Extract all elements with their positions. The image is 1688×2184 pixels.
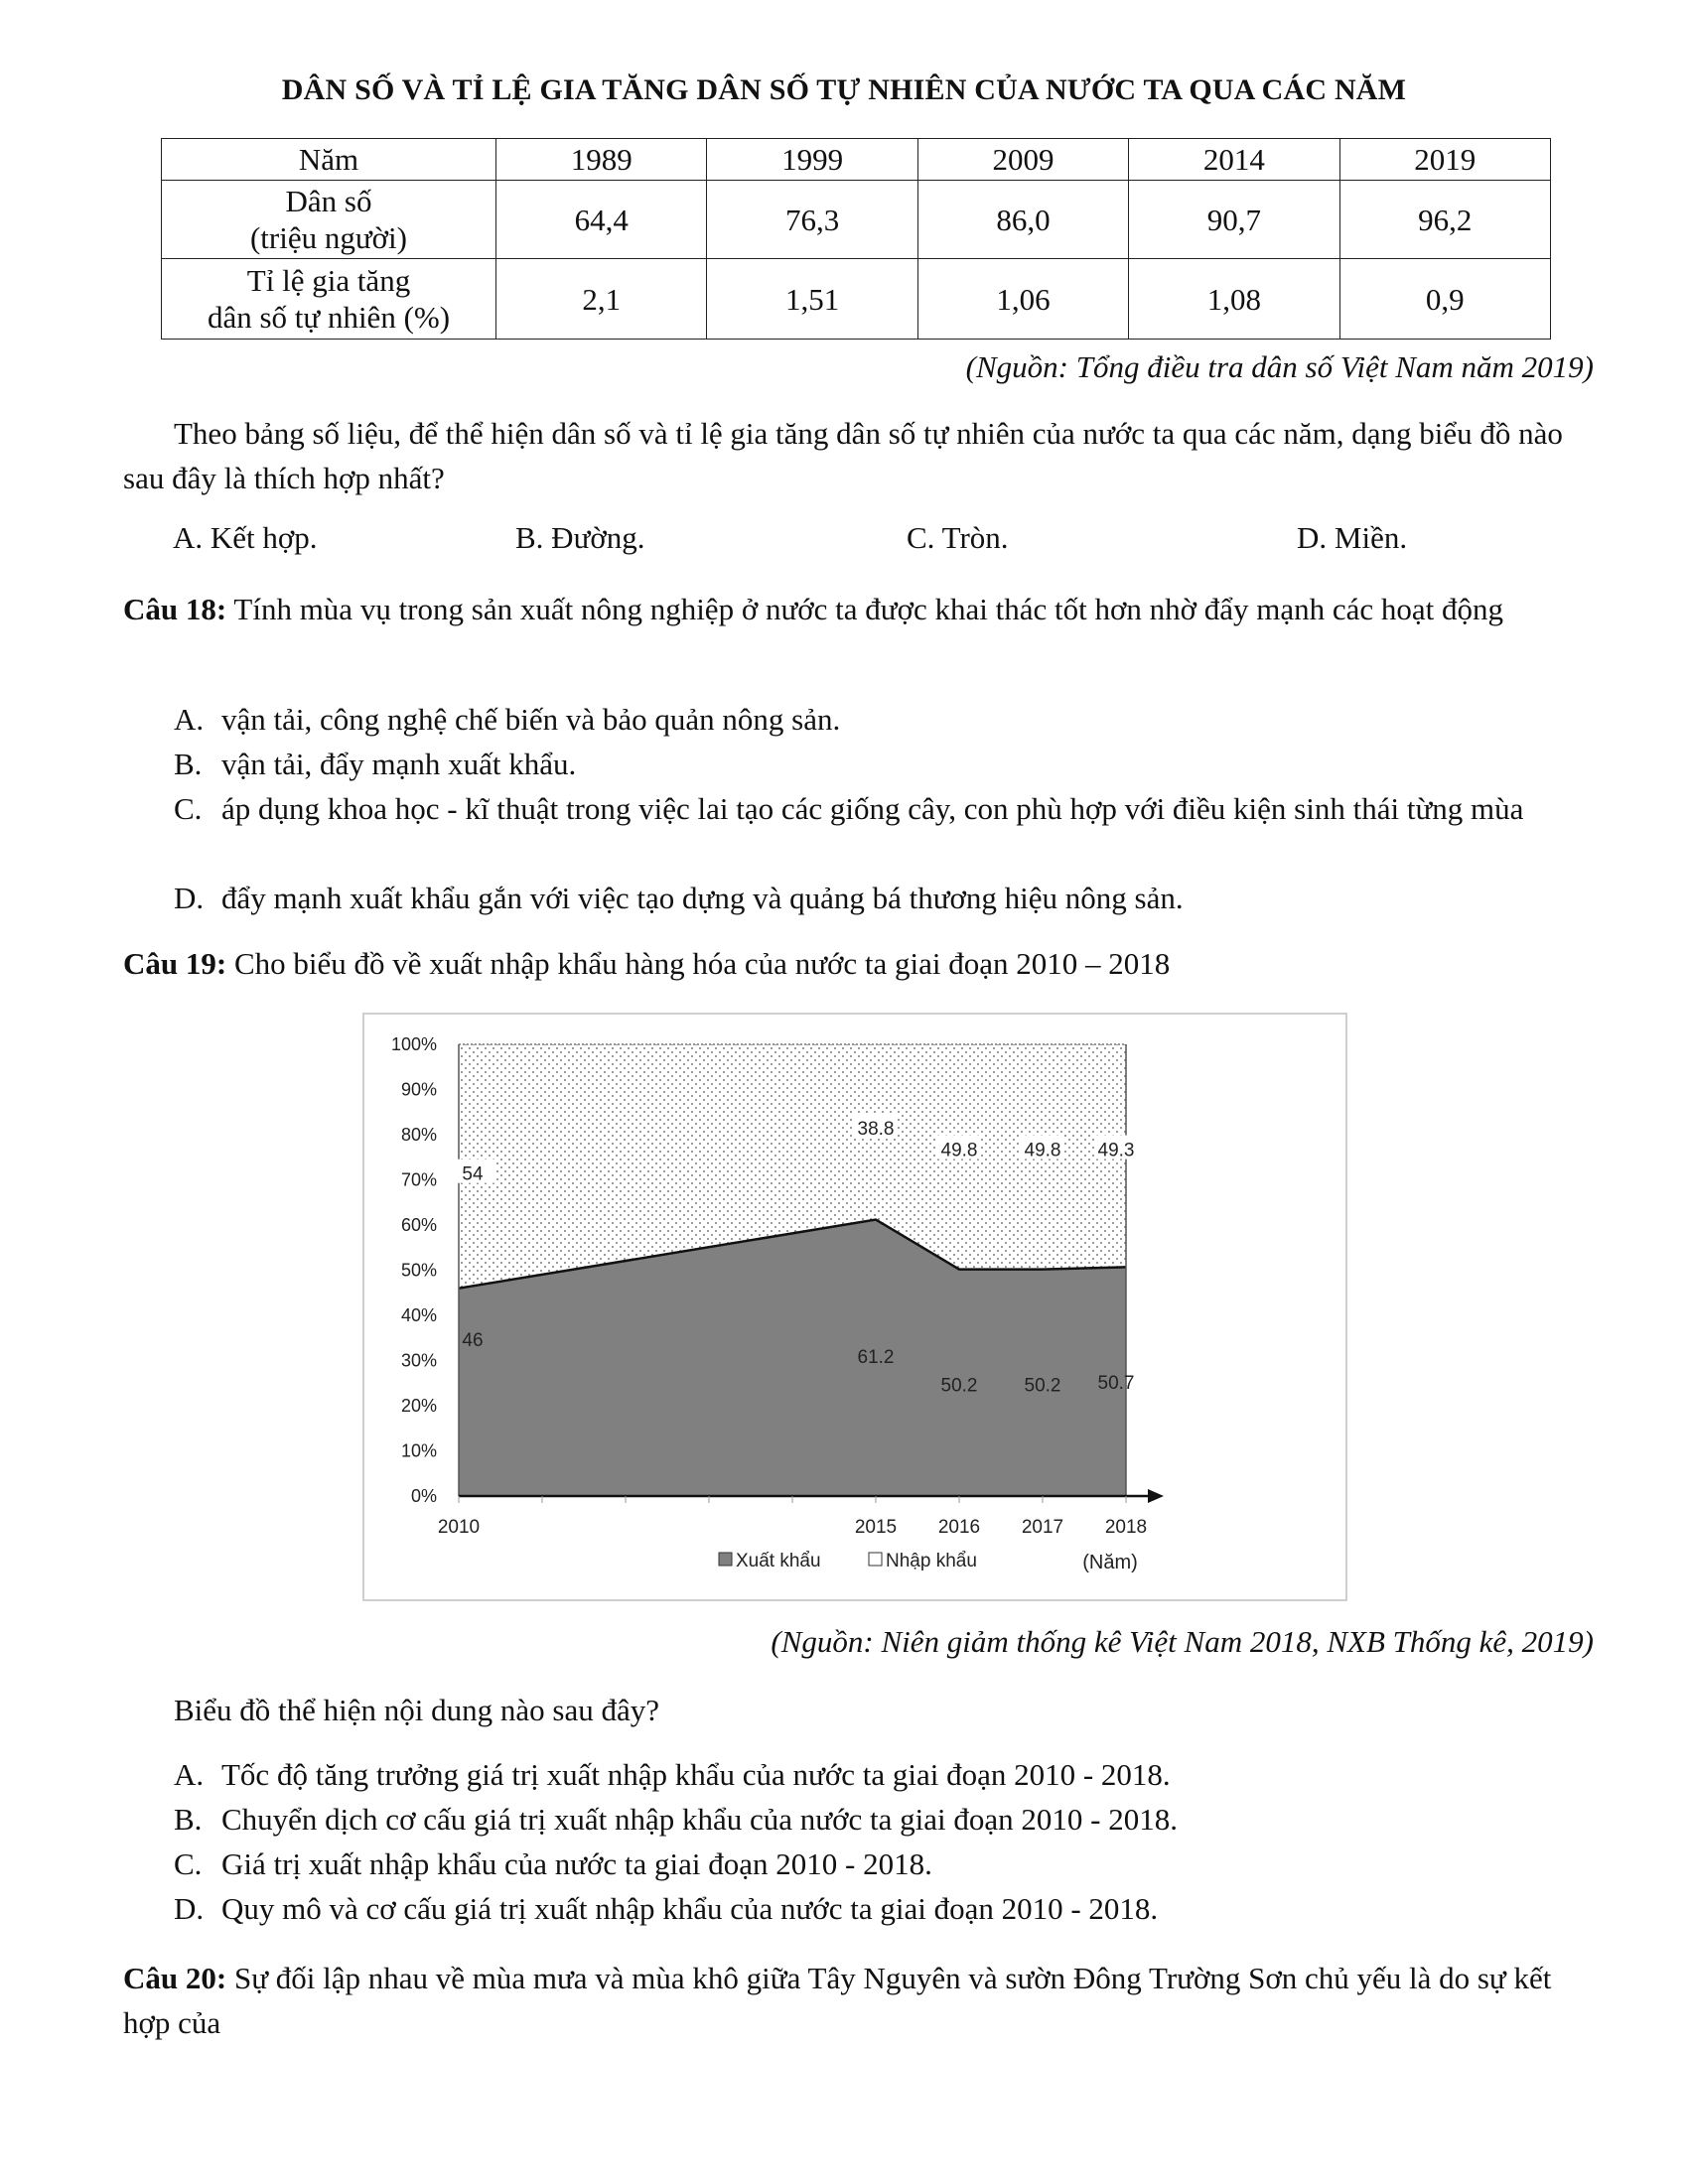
table-row-growth-rate [162,259,1551,340]
trade-structure-chart [362,1013,1347,1601]
y-tick-label: 40% [400,1305,437,1325]
table-header-cell: 2014 [1129,139,1339,181]
chart-svg [364,1015,1345,1599]
q19-text: Cho biểu đồ về xuất nhập khẩu hàng hóa của nước ta giai đoạn 2010 – 2018 [226,946,1171,981]
x-tick-label: 2015 [854,1517,898,1538]
table-header-row [162,139,1551,181]
q18-option-d [174,876,1641,920]
table-header-cell: 1999 [707,139,917,181]
q18-option-a [174,697,1641,742]
option-letter: B. [174,747,203,781]
y-tick-label: 10% [400,1440,437,1461]
option-text: Quy mô và cơ cấu giá trị xuất nhập khẩu của nước ta giai đoạn 2010 - 2018. [221,1891,1159,1926]
q18-text: Tính mùa vụ trong sản xuất nông nghiệp ở nước ta được khai thác tốt hơn nhờ đẩy mạnh các hoạt động [226,592,1504,626]
option-letter: B. [174,1802,203,1837]
q19-option-b [174,1797,1641,1842]
import-data-label: 49.3 [1097,1140,1135,1161]
q19-option-d [174,1886,1641,1931]
y-tick-label: 60% [400,1215,437,1235]
table-cell: 1,06 [917,259,1128,340]
option-text: Tốc độ tăng trưởng giá trị xuất nhập khẩu của nước ta giai đoạn 2010 - 2018. [221,1757,1171,1792]
option-letter: D. [174,1891,205,1926]
export-data-label: 50.2 [940,1375,978,1397]
option-text: Giá trị xuất nhập khẩu của nước ta giai đoạn 2010 - 2018. [221,1846,932,1881]
option-letter: D. [174,881,205,915]
x-tick-label: 2016 [937,1517,981,1538]
q17-question-text: Theo bảng số liệu, để thể hiện dân số và tỉ lệ gia tăng dân số tự nhiên của nước ta qua các năm, dạng biểu đồ nào sau đây là thích hợp nhất? [123,416,1563,495]
table-header-cell: 2009 [917,139,1128,181]
q18-label: Câu 18: [123,592,227,626]
q19-label: Câu 19: [123,946,227,981]
export-data-label: 50.2 [1024,1375,1061,1397]
row-label-line: Dân số [285,184,372,218]
row-label-line: Tỉ lệ gia tăng [246,263,411,298]
table-header-cell: 2019 [1339,139,1550,181]
option-text: vận tải, công nghệ chế biến và bảo quản nông sản. [221,702,841,737]
import-data-label: 54 [462,1163,484,1185]
x-axis-label: (Năm) [1082,1552,1138,1573]
x-tick-label: 2010 [437,1517,481,1538]
export-data-label: 50.7 [1097,1372,1135,1394]
import-data-label: 49.8 [1024,1140,1061,1161]
table-cell: 76,3 [707,181,917,259]
y-tick-label: 70% [400,1169,437,1190]
row-label-line: dân số tự nhiên (%) [207,300,451,335]
legend-label-export: Xuất khẩu [736,1551,821,1571]
y-tick-label: 20% [400,1396,437,1416]
q20-question [123,1956,1593,2045]
q19-option-c [174,1842,1641,1886]
q19-option-a [174,1752,1641,1797]
option-text: đẩy mạnh xuất khẩu gắn với việc tạo dựng và quảng bá thương hiệu nông sản. [221,881,1184,915]
table-cell: 86,0 [917,181,1128,259]
legend-swatch-import [869,1553,882,1566]
x-tick-label: 2018 [1104,1517,1148,1538]
q17-option-b: B. Đường. [515,520,645,555]
q18-option-c [174,786,1641,831]
export-data-label: 61.2 [857,1347,895,1369]
option-text: Chuyển dịch cơ cấu giá trị xuất nhập khẩu của nước ta giai đoạn 2010 - 2018. [221,1802,1178,1837]
table-cell: 1,51 [707,259,917,340]
q18-option-b [174,742,1641,786]
table-cell: 96,2 [1339,181,1550,259]
table-cell: 1,08 [1129,259,1339,340]
q17-option-d: D. Miền. [1297,520,1408,555]
x-tick-label: 2017 [1021,1517,1064,1538]
option-letter: A. [174,1757,205,1792]
q17-option-a: A. Kết hợp. [173,520,318,555]
y-tick-label: 0% [410,1486,437,1506]
table-row-population [162,181,1551,259]
q19-prompt: Biểu đồ thể hiện nội dung nào sau đây? [174,1693,660,1727]
row-label-growth-rate [162,259,496,340]
option-letter: A. [174,702,205,737]
population-table [161,138,1551,340]
y-tick-label: 90% [400,1079,437,1100]
y-tick-label: 80% [400,1125,437,1145]
legend-swatch-export [719,1553,732,1566]
export-data-label: 46 [462,1329,484,1351]
q18-question [123,587,1593,631]
q20-text: Sự đối lập nhau về mùa mưa và mùa khô giữa Tây Nguyên và sườn Đông Trường Sơn chủ yếu là do sự kết hợp của [123,1961,1552,2040]
y-tick-label: 30% [400,1350,437,1371]
legend-label-import: Nhập khẩu [886,1551,977,1571]
row-label-population [162,181,496,259]
table-header-cell: Năm [162,139,496,181]
row-label-line: (triệu người) [249,220,407,255]
option-text: vận tải, đẩy mạnh xuất khẩu. [221,747,577,781]
q20-label: Câu 20: [123,1961,227,1995]
table-cell: 0,9 [1339,259,1550,340]
page-title: DÂN SỐ VÀ TỈ LỆ GIA TĂNG DÂN SỐ TỰ NHIÊN CỦA NƯỚC TA QUA CÁC NĂM [281,73,1407,106]
q19-question [123,941,1593,986]
table-cell: 64,4 [496,181,707,259]
table-source: (Nguồn: Tổng điều tra dân số Việt Nam năm 2019) [965,349,1594,384]
import-data-label: 38.8 [857,1119,895,1141]
option-letter: C. [174,791,203,826]
q17-option-c: C. Tròn. [907,520,1009,555]
y-tick-label: 100% [390,1034,437,1054]
import-data-label: 49.8 [940,1140,978,1161]
table-header-cell: 1989 [496,139,707,181]
option-text: áp dụng khoa học - kĩ thuật trong việc lai tạo các giống cây, con phù hợp với điều kiện sinh thái từng mùa [221,791,1524,826]
table-cell: 90,7 [1129,181,1339,259]
option-letter: C. [174,1846,203,1881]
table-cell: 2,1 [496,259,707,340]
x-axis-arrow [1148,1489,1164,1503]
y-tick-label: 50% [400,1260,437,1281]
chart-source: (Nguồn: Niên giảm thống kê Việt Nam 2018, NXB Thống kê, 2019) [771,1624,1594,1659]
